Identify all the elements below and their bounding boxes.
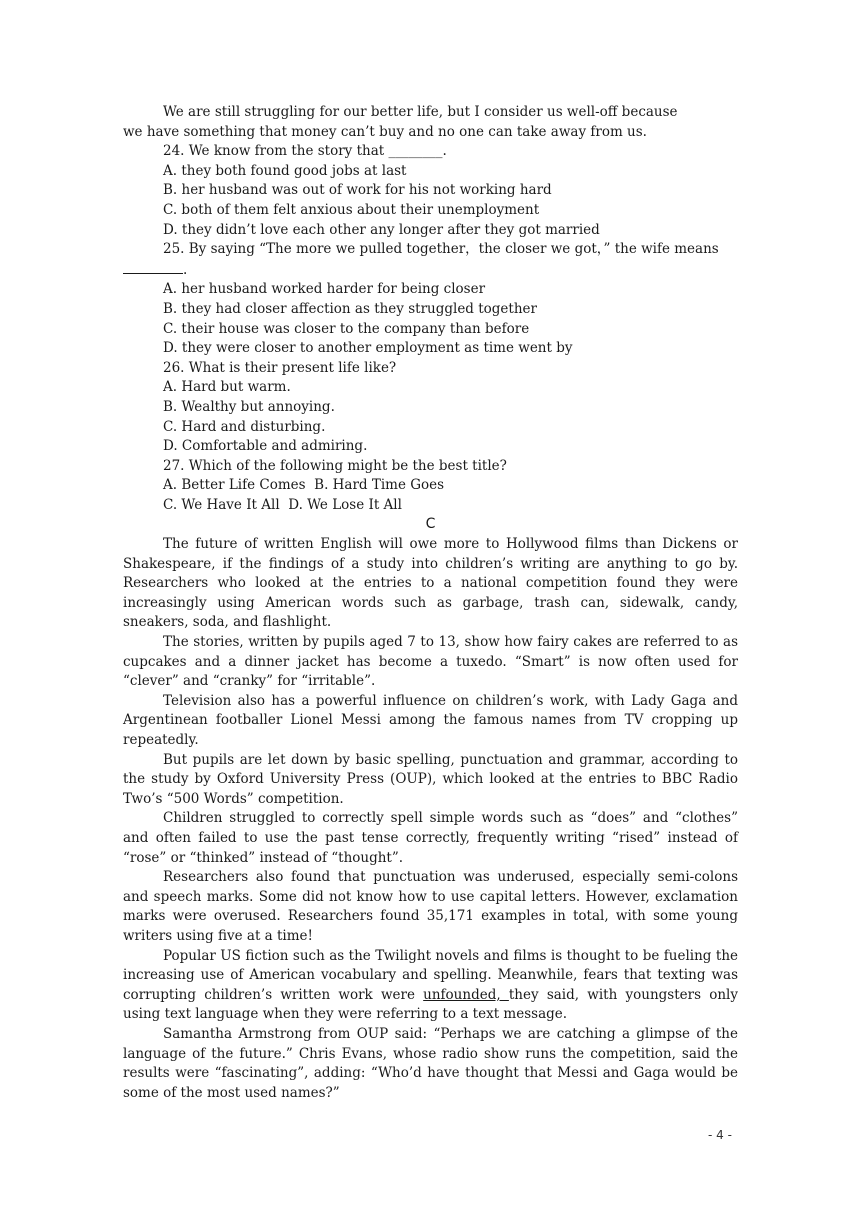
document-page xyxy=(123,103,738,1103)
question-27-options-ab: A. Better Life Comes B. Hard Time Goes xyxy=(163,477,445,494)
question-25-stem: 25. By saying “The more we pulled together，the closer we got，” the wife means xyxy=(163,241,719,258)
question-24-option-a: A. they both found good jobs at last xyxy=(163,162,407,179)
question-25-option-d: D. they were closer to another employment as time went by xyxy=(163,340,573,357)
question-24-option-c: C. both of them felt anxious about their unemployment xyxy=(163,201,540,218)
question-27-options-cd: C. We Have It All D. We Lose It All xyxy=(163,496,402,513)
question-25-option-c: C. their house was closer to the company than before xyxy=(163,320,530,337)
passage-paragraph-4: But pupils are let down by basic spelling, punctuation and grammar, according to the study by Oxford University Press (OUP), which looked at the entries to BBC Radio Two’s “500 Words” competition. xyxy=(123,751,738,807)
question-26-option-d: D. Comfortable and admiring. xyxy=(163,438,368,455)
question-26-option-b: B. Wealthy but annoying. xyxy=(163,398,335,415)
section-heading: C xyxy=(425,516,436,533)
passage-paragraph-2: The stories, written by pupils aged 7 to 13, show how fairy cakes are referred to as cupcakes and a dinner jacket has become a tuxedo. “Smart” is now often used for “clever” and “cranky” for “irritable”. xyxy=(123,634,738,690)
passage-paragraph-7: Popular US fiction such as the Twilight novels and films is thought to be fueling the increasing use of American vocabulary and spelling. Meanwhile, fears that texting was corrupting children’s written work were unfounded, they said, with youngsters only using text language when they were referring to a text message. xyxy=(123,947,738,1023)
intro-line-2: we have something that money can’t buy and no one can take away from us. xyxy=(123,123,647,140)
page-number: - 4 - xyxy=(708,1128,732,1142)
passage-paragraph-6: Researchers also found that punctuation was underused, especially semi-colons and speech marks. Some did not know how to use capital letters. However, exclamation marks were overused. Researchers found 35,171 examples in total, with some young writers using five at a time! xyxy=(123,869,738,944)
question-26-option-c: C. Hard and disturbing. xyxy=(163,418,326,435)
question-24-option-b: B. her husband was out of work for his not working hard xyxy=(163,182,552,199)
question-24-stem: 24. We know from the story that ________. xyxy=(163,143,447,160)
question-24-option-d: D. they didn’t love each other any longer after they got married xyxy=(163,221,600,238)
passage-paragraph-8: Samantha Armstrong from OUP said: “Perhaps we are catching a glimpse of the language of the future.” Chris Evans, whose radio show runs the competition, said the results were “fascinating”, adding: “Who’d have thought that Messi and Gaga would be some of the most used names?” xyxy=(123,1025,738,1101)
question-27-stem: 27. Which of the following might be the best title? xyxy=(163,457,507,474)
question-26-option-a: A. Hard but warm. xyxy=(163,379,291,396)
passage-paragraph-5: Children struggled to correctly spell simple words such as “does” and “clothes” and often failed to use the past tense correctly, frequently writing “rised” instead of “rose” or “thinked” instead of “thought”. xyxy=(123,810,738,866)
underlined-word: unfounded, xyxy=(423,986,509,1003)
intro-line-1: We are still struggling for our better life, but I consider us well-off because xyxy=(163,104,678,120)
answer-blank xyxy=(123,260,183,274)
question-26-stem: 26. What is their present life like? xyxy=(163,359,397,376)
question-25-stem-cont: . xyxy=(123,260,738,281)
passage-paragraph-1: The future of written English will owe more to Hollywood films than Dickens or Shakespeare, if the findings of a study into children’s writing are anything to go by. Researchers who looked at the entries to a national competition found they were increasingly using American words such as garbage, trash can, sidewalk, candy, sneakers, soda, and flashlight. xyxy=(123,536,738,631)
question-25-option-a: A. her husband worked harder for being closer xyxy=(163,281,486,298)
question-25-option-b: B. they had closer affection as they struggled together xyxy=(163,300,537,317)
passage-paragraph-3: Television also has a powerful influence on children’s work, with Lady Gaga and Argentinean footballer Lionel Messi among the famous names from TV cropping up repeatedly. xyxy=(123,692,738,748)
